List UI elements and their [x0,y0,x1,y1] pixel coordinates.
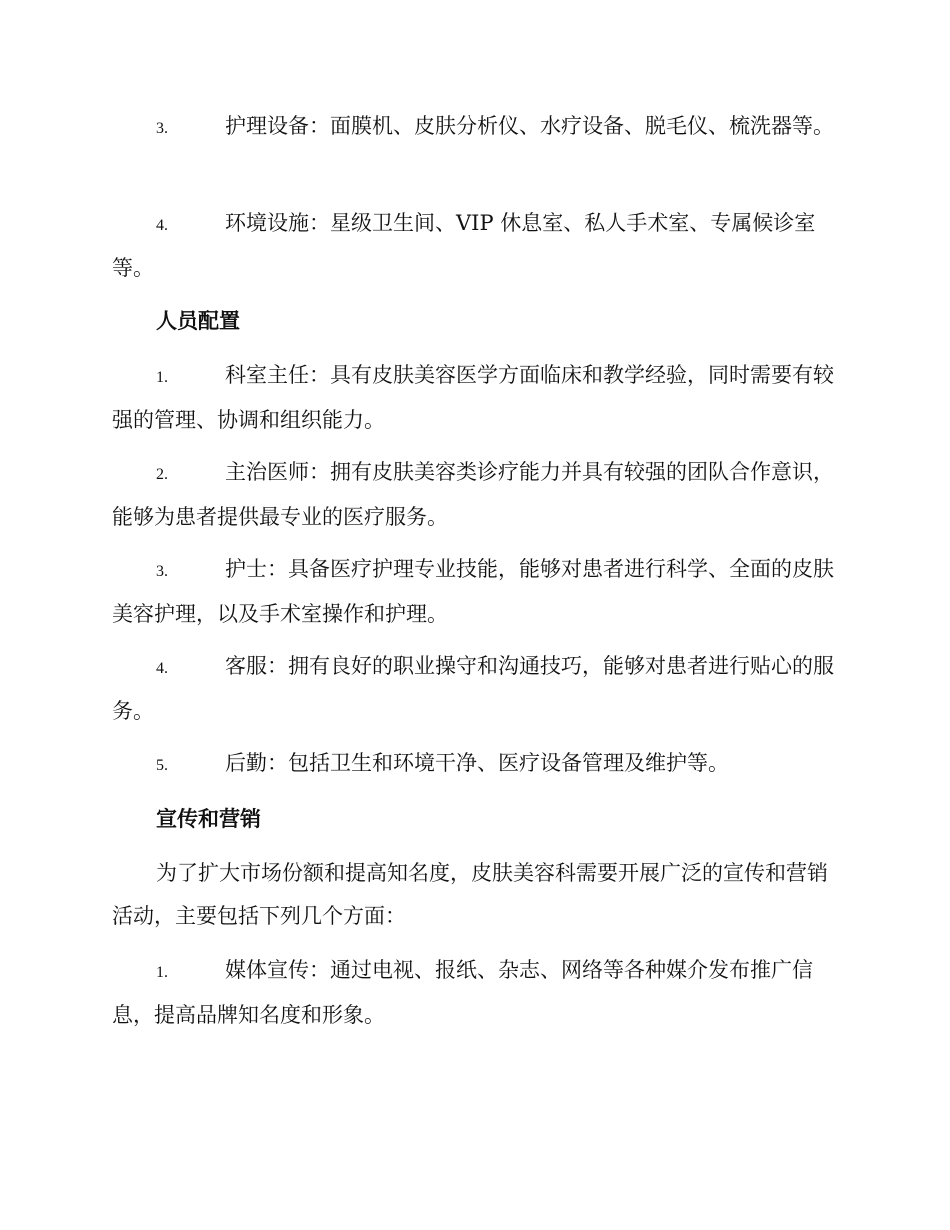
list-text: 主治医师：拥有皮肤美容类诊疗能力并具有较强的团队合作意识，能够为患者提供最专业的医疗服务。 [112,460,834,529]
list-text: 环境设施：星级卫生间、VIP 休息室、私人手术室、专属候诊室等。 [112,211,816,280]
list-number: 1. [156,369,168,386]
list-number: 3. [156,120,168,137]
list-item [112,202,837,290]
list-text: 科室主任：具有皮肤美容医学方面临床和教学经验，同时需要有较强的管理、协调和组织能力。 [112,363,834,432]
section-heading-marketing: 宣传和营销 [156,806,261,831]
list-number: 1. [156,964,168,981]
list-number: 4. [156,217,168,234]
list-item [112,451,837,539]
list-number: 5. [156,757,168,774]
section-heading-staffing: 人员配置 [156,308,240,333]
list-item [112,354,837,442]
list-number: 2. [156,466,168,483]
list-text: 后勤：包括卫生和环境干净、医疗设备管理及维护等。 [225,751,729,775]
list-number: 3. [156,563,168,580]
list-item [112,949,837,1037]
list-item [112,742,837,787]
list-number: 4. [156,660,168,677]
list-item [112,105,837,150]
list-text: 护士：具备医疗护理专业技能，能够对患者进行科学、全面的皮肤美容护理，以及手术室操作和护理。 [112,557,834,626]
list-item [112,548,837,636]
intro-paragraph: 为了扩大市场份额和提高知名度，皮肤美容科需要开展广泛的宣传和营销活动，主要包括下列几个方面： [112,861,828,928]
list-text: 护理设备：面膜机、皮肤分析仪、水疗设备、脱毛仪、梳洗器等。 [225,114,834,138]
list-text: 媒体宣传：通过电视、报纸、杂志、网络等各种媒介发布推广信息，提高品牌知名度和形象。 [112,958,813,1027]
list-item [112,645,837,733]
list-text: 客服：拥有良好的职业操守和沟通技巧，能够对患者进行贴心的服务。 [112,654,834,723]
